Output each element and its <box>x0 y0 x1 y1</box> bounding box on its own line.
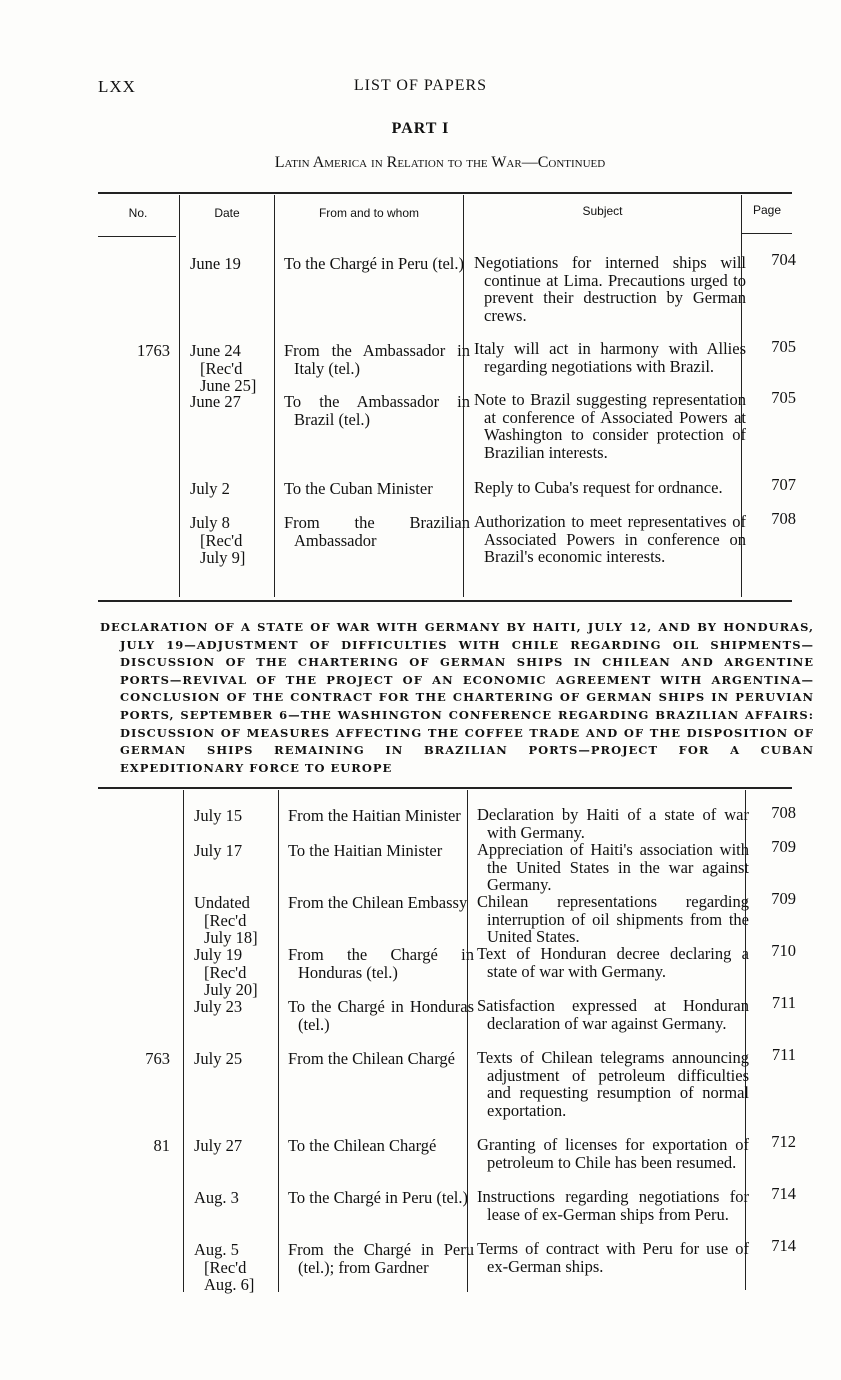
row-from: To the Chargé in Peru (tel.) <box>288 1188 468 1207</box>
row-date: July 25 <box>194 1049 243 1068</box>
running-title: LIST OF PAPERS <box>353 77 488 94</box>
row-from: From the Chargé in Honduras (tel.) <box>288 945 474 982</box>
page-number-roman: LXX <box>98 77 136 96</box>
row-from: From the Chargé in Peru (tel.); from Gardner <box>288 1240 474 1277</box>
row-subject: Granting of licenses for exportation of petroleum to Chile has been resumed. <box>477 1135 749 1172</box>
row-from: To the Chargé in Honduras (tel.) <box>288 997 474 1034</box>
row-subject: Reply to Cuba's request for ordnance. <box>474 478 723 497</box>
row-page: 709 <box>771 837 796 856</box>
row-from: To the Cuban Minister <box>284 479 433 498</box>
row-date-received: June 25] <box>200 376 257 395</box>
row-date-received: Aug. 6] <box>204 1275 255 1294</box>
row-from: From the Haitian Minister <box>288 806 461 825</box>
col-header-date: Date <box>214 206 240 220</box>
row-page: 709 <box>771 889 796 908</box>
row-page: 712 <box>771 1132 796 1151</box>
table2-col-divider <box>183 790 184 1292</box>
row-page: 707 <box>771 475 796 494</box>
row-page: 710 <box>771 941 796 960</box>
row-from: From the Ambassador in Italy (tel.) <box>284 341 470 378</box>
row-number: 81 <box>153 1136 170 1155</box>
row-date-received: July 18] <box>204 928 258 947</box>
row-date: June 19 <box>190 254 241 273</box>
row-date: Aug. 3 <box>194 1188 239 1207</box>
row-subject: Authorization to meet representatives of Associated Powers in conference on Brazil's economic interests. <box>474 512 746 566</box>
row-subject: Appreciation of Haiti's association with the United States in the war against Germany. <box>477 840 749 894</box>
table2-top-rule <box>98 787 792 789</box>
row-from: To the Ambassador in Brazil (tel.) <box>284 392 470 429</box>
row-subject: Satisfaction expressed at Honduran declaration of war against Germany. <box>477 996 749 1033</box>
table2-col-divider <box>278 790 279 1292</box>
row-subject: Negotiations for interned ships will continue at Lima. Precautions urged to prevent their destruction by German crews. <box>474 253 746 325</box>
table1-header-rule <box>98 236 176 237</box>
row-number: 1763 <box>137 341 170 360</box>
row-number: 763 <box>145 1049 170 1068</box>
row-date: July 2 <box>190 479 230 498</box>
row-subject: Declaration by Haiti of a state of war with Germany. <box>477 805 749 842</box>
col-header-from: From and to whom <box>318 206 420 220</box>
row-page: 714 <box>771 1184 796 1203</box>
row-date-received: [Rec'd <box>200 358 243 378</box>
row-page: 708 <box>771 803 796 822</box>
table2-col-divider <box>467 790 468 1292</box>
col-header-page: Page <box>752 203 782 217</box>
row-date: July 23 <box>194 997 243 1016</box>
table1-top-rule <box>98 192 792 194</box>
col-header-subject: Subject <box>582 204 623 218</box>
row-date: July 15 <box>194 806 243 825</box>
row-date: Aug. 5 <box>194 1240 239 1259</box>
row-from: From the Chilean Chargé <box>288 1049 455 1068</box>
col-header-no: No. <box>128 206 148 220</box>
row-date-received: [Rec'd <box>204 1257 247 1277</box>
row-page: 705 <box>771 388 796 407</box>
row-subject: Instructions regarding negotiations for lease of ex-German ships from Peru. <box>477 1187 749 1224</box>
section-title: Latin America in Relation to the War—Continued <box>274 154 606 171</box>
row-page: 711 <box>771 993 796 1012</box>
row-page: 711 <box>771 1045 796 1064</box>
table1-header-rule-right <box>742 233 792 234</box>
row-page: 708 <box>771 509 796 528</box>
table1-col-divider <box>274 195 275 597</box>
row-from: To the Haitian Minister <box>288 841 443 860</box>
row-from: From the Brazilian Ambassador <box>284 513 470 550</box>
row-date: July 8 <box>190 513 230 532</box>
row-subject: Italy will act in harmony with Allies regarding negotiations with Brazil. <box>474 339 746 376</box>
table1-col-divider <box>179 195 180 597</box>
row-date: Undated <box>194 893 250 912</box>
row-date-received: [Rec'd <box>204 962 247 982</box>
row-from: To the Chargé in Peru (tel.) <box>284 254 464 273</box>
row-date-received: July 20] <box>204 980 258 999</box>
row-page: 704 <box>771 250 796 269</box>
row-date-received: [Rec'd <box>200 530 243 550</box>
section-heading-declaration: DECLARATION OF A STATE OF WAR WITH GERMANY BY HAITI, JULY 12, AND BY HONDURAS, JULY 19—ADJUSTMENT OF DIFFICULTIES WITH CHILE REGARDING OIL SHIPMENTS—DISCUSSION OF THE CHARTERING OF GERMAN SHIPS IN CHILEAN AND ARGENTINE PORTS—REVIVAL OF THE PROJECT OF AN ECONOMIC AGREEMENT WITH ARGENTINA—CONCLUSION OF THE CONTRACT FOR THE CHARTERING OF GERMAN SHIPS IN PERUVIAN PORTS, SEPTEMBER 6—THE WASHINGTON CONFERENCE REGARDING BRAZILIAN AFFAIRS: DISCUSSION OF MEASURES AFFECTING THE COFFEE TRADE AND OF THE DISPOSITION OF GERMAN SHIPS REMAINING IN BRAZILIAN PORTS—PROJECT FOR A CUBAN EXPEDITIONARY FORCE TO EUROPE <box>100 620 814 775</box>
row-date: July 17 <box>194 841 243 860</box>
row-date: June 24 <box>190 341 241 360</box>
row-date-received: July 9] <box>200 548 246 567</box>
row-date: June 27 <box>190 392 241 411</box>
row-page: 714 <box>771 1236 796 1255</box>
part-title: PART I <box>391 120 450 137</box>
row-subject: Terms of contract with Peru for use of ex-German ships. <box>477 1239 749 1276</box>
row-subject: Texts of Chilean telegrams announcing adjustment of petroleum difficulties and requesting resumption of normal exportation. <box>477 1048 749 1120</box>
table1-bottom-rule <box>98 600 792 602</box>
row-subject: Text of Honduran decree declaring a state of war with Germany. <box>477 944 749 981</box>
row-from: From the Chilean Embassy <box>288 893 468 912</box>
row-subject: Chilean representations regarding interruption of oil shipments from the United States. <box>477 892 749 946</box>
row-date-received: [Rec'd <box>204 910 247 930</box>
row-subject: Note to Brazil suggesting representation at conference of Associated Powers at Washington to consider protection of Brazilian interests. <box>474 390 746 462</box>
row-page: 705 <box>771 337 796 356</box>
row-date: July 27 <box>194 1136 243 1155</box>
row-date: July 19 <box>194 945 243 964</box>
row-from: To the Chilean Chargé <box>288 1136 437 1155</box>
